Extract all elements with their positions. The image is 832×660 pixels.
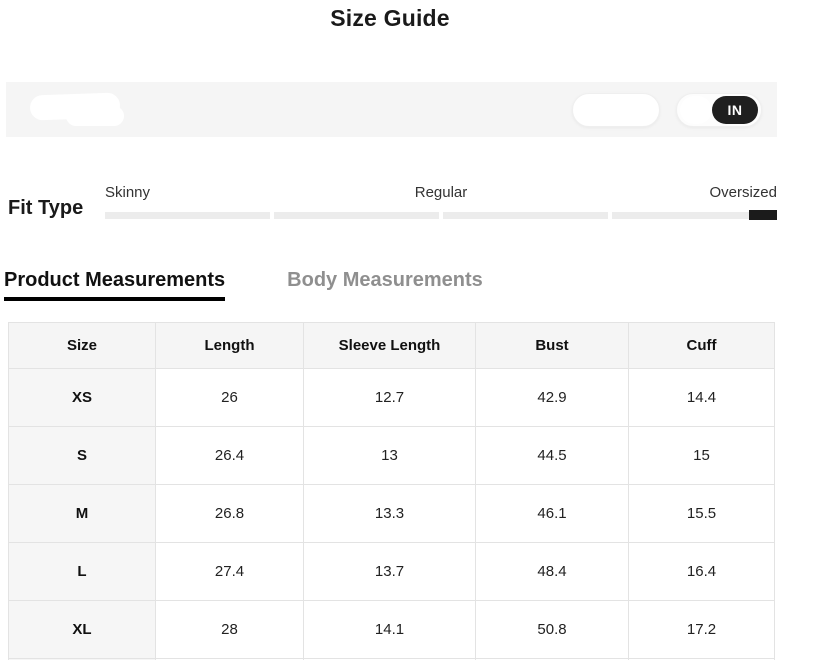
header-cell-length: Length bbox=[156, 323, 304, 369]
value-cell: 15 bbox=[629, 427, 775, 485]
value-cell: 16.4 bbox=[629, 543, 775, 601]
value-cell: 26.4 bbox=[156, 427, 304, 485]
value-cell: 26.8 bbox=[156, 485, 304, 543]
tab-product-measurements[interactable]: Product Measurements bbox=[4, 269, 225, 301]
toolbar bbox=[6, 82, 777, 137]
fit-option-oversized: Oversized bbox=[709, 184, 777, 201]
table-header-row bbox=[9, 323, 775, 369]
value-cell: 27.4 bbox=[156, 543, 304, 601]
measurement-tabs bbox=[4, 269, 483, 301]
fit-option-regular: Regular bbox=[414, 184, 468, 201]
size-cell: L bbox=[9, 543, 156, 601]
value-cell: 13 bbox=[304, 427, 476, 485]
fit-type-indicator-widget bbox=[105, 184, 777, 219]
size-cell: XS bbox=[9, 369, 156, 427]
fit-type-options bbox=[105, 184, 777, 205]
size-table bbox=[8, 322, 775, 660]
value-cell: 46.1 bbox=[476, 485, 629, 543]
fit-type-track bbox=[105, 212, 777, 219]
size-cell: M bbox=[9, 485, 156, 543]
value-cell: 48.4 bbox=[476, 543, 629, 601]
header-cell-bust: Bust bbox=[476, 323, 629, 369]
fit-type-indicator bbox=[749, 210, 777, 220]
value-cell: 26 bbox=[156, 369, 304, 427]
value-cell: 15.5 bbox=[629, 485, 775, 543]
value-cell: 14.4 bbox=[629, 369, 775, 427]
header-cell-sleeve-length: Sleeve Length bbox=[304, 323, 476, 369]
page-title: Size Guide bbox=[330, 5, 450, 31]
header-cell-cuff: Cuff bbox=[629, 323, 775, 369]
fit-option-skinny: Skinny bbox=[105, 184, 151, 201]
toolbar-pill-button[interactable] bbox=[572, 93, 660, 127]
unit-toggle-inactive-segment[interactable] bbox=[680, 96, 712, 124]
tab-body-measurements[interactable]: Body Measurements bbox=[287, 269, 483, 291]
table-row bbox=[9, 543, 775, 601]
value-cell: 13.3 bbox=[304, 485, 476, 543]
value-cell: 42.9 bbox=[476, 369, 629, 427]
unit-toggle-active-segment[interactable]: IN bbox=[712, 96, 758, 124]
table-row bbox=[9, 427, 775, 485]
table-row bbox=[9, 601, 775, 659]
unit-toggle[interactable] bbox=[676, 93, 762, 127]
value-cell: 13.7 bbox=[304, 543, 476, 601]
fit-type-label: Fit Type bbox=[8, 197, 84, 219]
fit-track-segment bbox=[443, 212, 608, 219]
header-cell-size: Size bbox=[9, 323, 156, 369]
value-cell: 28 bbox=[156, 601, 304, 659]
value-cell: 17.2 bbox=[629, 601, 775, 659]
value-cell: 44.5 bbox=[476, 427, 629, 485]
size-cell: S bbox=[9, 427, 156, 485]
fit-track-segment bbox=[105, 212, 270, 219]
value-cell: 50.8 bbox=[476, 601, 629, 659]
table-row bbox=[9, 485, 775, 543]
value-cell: 14.1 bbox=[304, 601, 476, 659]
table-row bbox=[9, 369, 775, 427]
redacted-logo-part bbox=[66, 106, 124, 126]
fit-track-segment bbox=[274, 212, 439, 219]
size-cell: XL bbox=[9, 601, 156, 659]
value-cell: 12.7 bbox=[304, 369, 476, 427]
